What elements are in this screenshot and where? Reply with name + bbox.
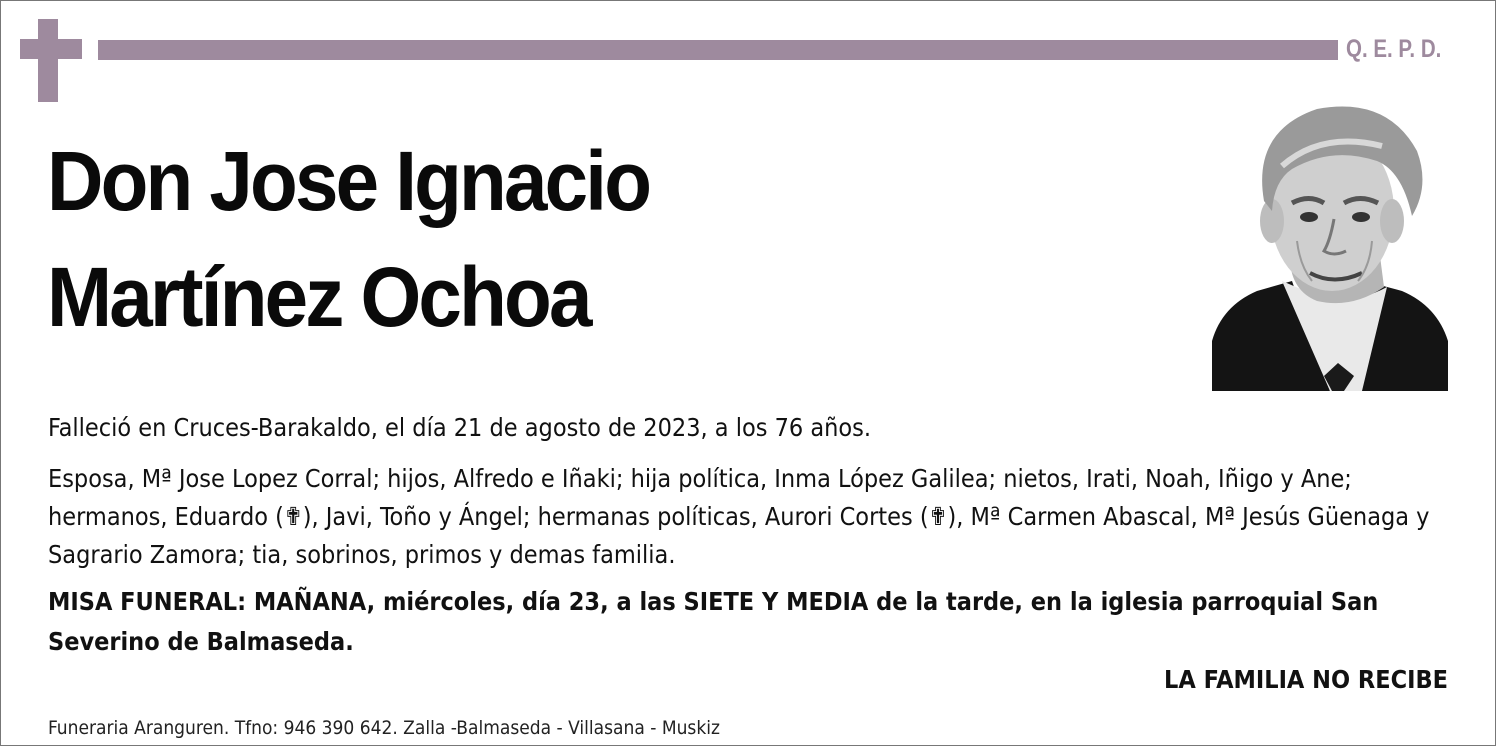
funeral-home-footer: Funeraria Aranguren. Tfno: 946 390 642. Zalla -Balmaseda - Villasana - Muskiz: [48, 717, 720, 739]
funeral-mass-info: MISA FUNERAL: MAÑANA, miércoles, día 23, a las SIETE Y MEDIA de la tarde, en la iglesia parroquial San Severino de Balmaseda.: [48, 587, 1379, 656]
name-line-2: Martínez Ochoa: [47, 250, 590, 344]
death-info: Falleció en Cruces-Barakaldo, el día 21 de agosto de 2023, a los 76 años.: [48, 413, 871, 442]
name-line-1: Don Jose Ignacio: [47, 134, 650, 228]
family-list: Esposa, Mª Jose Lopez Corral; hijos, Alfredo e Iñaki; hija política, Inma López Galilea; nietos, Irati, Noah, Iñigo y Ane; hermanos, Eduardo (✟), Javi, Toño y Ángel; hermanas políticas, Aurori Cortes (✟), Mª Carmen Abascal, Mª Jesús Güenaga y Sagrario Zamora; tia, sobrinos, primos y demas familia.: [48, 464, 1430, 569]
no-reception-note: LA FAMILIA NO RECIBE: [1164, 665, 1448, 694]
qepd-badge: Q. E. P. D.: [1346, 35, 1442, 63]
deceased-name: [47, 123, 1070, 355]
header-rule: [98, 40, 1338, 60]
portrait-photo: [1212, 91, 1448, 391]
